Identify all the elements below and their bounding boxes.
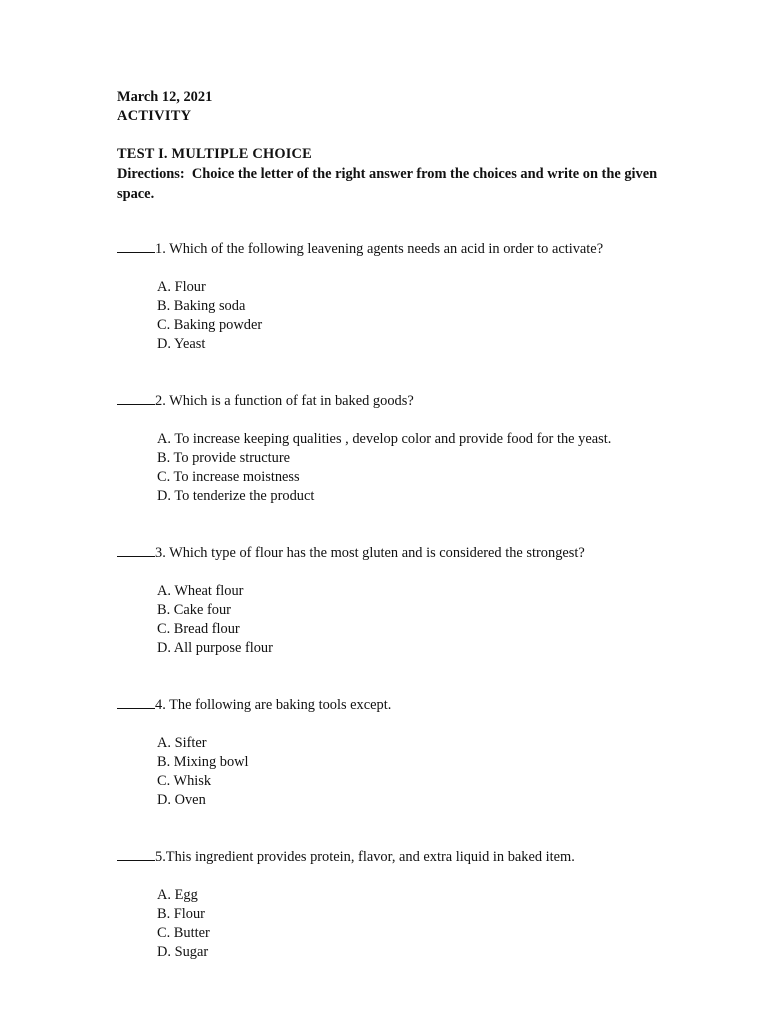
choice-a: A. Sifter (157, 735, 207, 751)
question-2-text: 2. Which is a function of fat in baked goods? (155, 393, 414, 409)
choice-list (117, 582, 677, 658)
question-1 (117, 240, 677, 354)
answer-blank[interactable] (117, 696, 155, 709)
question-5 (117, 848, 677, 962)
answer-blank[interactable] (117, 240, 155, 253)
question-5-text: 5.This ingredient provides protein, flavor, and extra liquid in baked item. (155, 849, 575, 865)
choice-list (117, 886, 677, 962)
choice-b: B. Flour (157, 906, 205, 922)
directions (117, 164, 677, 204)
answer-blank[interactable] (117, 544, 155, 557)
answer-blank[interactable] (117, 848, 155, 861)
directions-text: Choice the letter of the right answer from the choices and write on the given space. (117, 166, 658, 202)
question-text (117, 696, 677, 715)
choice-c: C. Butter (157, 925, 210, 941)
test-title: TEST I. MULTIPLE CHOICE (117, 146, 312, 162)
choice-d: D. Yeast (157, 336, 206, 352)
choice-b: B. Baking soda (157, 298, 246, 314)
question-text (117, 392, 677, 411)
question-3-text: 3. Which type of flour has the most gluten and is considered the strongest? (155, 545, 585, 561)
answer-blank[interactable] (117, 392, 155, 405)
choice-a: A. Wheat flour (157, 583, 244, 599)
choice-c: C. Whisk (157, 773, 212, 789)
choice-list (117, 430, 677, 506)
choice-list (117, 278, 677, 354)
choice-d: D. Sugar (157, 944, 209, 960)
question-4-text: 4. The following are baking tools except. (155, 697, 392, 713)
choice-list (117, 734, 677, 810)
choice-d: D. All purpose flour (157, 640, 273, 656)
question-text (117, 848, 677, 867)
document-date: March 12, 2021 (117, 89, 213, 105)
choice-a: A. To increase keeping qualities , develop color and provide food for the yeast. (157, 431, 612, 447)
choice-c: C. Baking powder (157, 317, 263, 333)
question-text (117, 544, 677, 563)
question-2 (117, 392, 677, 506)
choice-b: B. Cake four (157, 602, 231, 618)
choice-a: A. Egg (157, 887, 198, 903)
choice-c: C. Bread flour (157, 621, 240, 637)
question-1-text: 1. Which of the following leavening agents needs an acid in order to activate? (155, 241, 604, 257)
question-3 (117, 544, 677, 658)
choice-d: D. Oven (157, 792, 206, 808)
question-4 (117, 696, 677, 810)
choice-d: D. To tenderize the product (157, 488, 315, 504)
document-page (117, 88, 677, 962)
activity-heading: ACTIVITY (117, 108, 192, 124)
choice-c: C. To increase moistness (157, 469, 300, 485)
choice-a: A. Flour (157, 279, 206, 295)
question-text (117, 240, 677, 259)
choice-b: B. Mixing bowl (157, 754, 249, 770)
choice-b: B. To provide structure (157, 450, 291, 466)
directions-label: Directions: (117, 166, 185, 182)
